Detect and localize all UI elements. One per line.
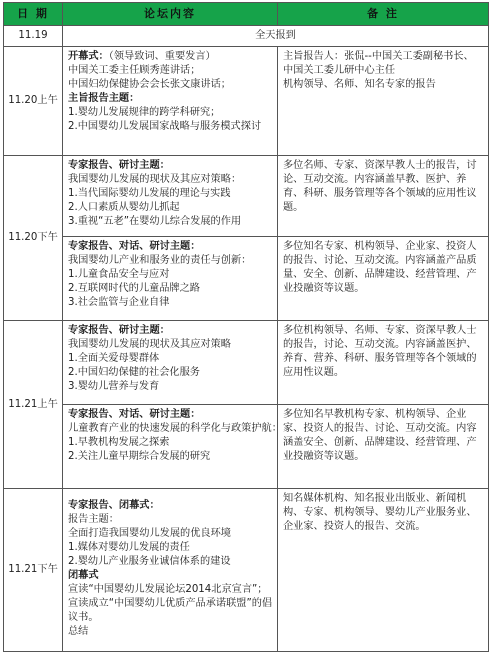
- header-notes: 备 注: [278, 3, 489, 26]
- content-line: 议书。: [68, 612, 99, 623]
- notes-cell: 多位机构领导、名师、专家、资深早教人士的报告，讨论、互动交流。内容涵盖医护、养育、营养、科研、服务管理等各个领域的应用性议题。: [278, 321, 489, 405]
- section-heading: 专家报告、闭幕式：: [68, 500, 160, 511]
- content-line: 1.当代国际婴幼儿发展的理论与实践: [68, 188, 231, 199]
- content-cell: [63, 405, 282, 489]
- content-line: [68, 50, 272, 64]
- content-cell: [63, 156, 278, 237]
- content-cell: [63, 321, 278, 405]
- date-cell: 11.21下午: [4, 489, 63, 652]
- content-line: 1.婴幼儿发展规律的跨学科研究；: [68, 107, 221, 118]
- section-heading: 专家报告、对话、研讨主题：: [68, 409, 201, 420]
- notes-text: 机构领导、名师、知名专家的报告: [283, 79, 436, 90]
- content-line: 1.儿童食品安全与应对: [68, 269, 170, 280]
- content-line: 宣读“中国婴幼儿发展论坛2014北京宣言”；: [68, 584, 268, 595]
- content-line: 报告主题：: [68, 514, 119, 525]
- content-line: 我国婴幼儿发展的现状及其应对策略: [68, 339, 231, 350]
- notes-cell: 多位名师、专家、资深早教人士的报告，讨论、互动交流。内容涵盖早教、医护、养育、科研、服务管理等各个领域的应用性议题。: [278, 156, 489, 237]
- notes-cell: 多位知名专家、机构领导、企业家、投资人的报告、讨论、互动交流。内容涵盖产品质量、安全、创新、品牌建设、经营管理、产业投融资等议题。: [278, 237, 489, 321]
- content-line: 3.社会监管与企业自律: [68, 297, 170, 308]
- content-line: 我国婴幼儿产业和服务业的责任与创新：: [68, 255, 252, 266]
- section-heading: 专家报告、研讨主题：: [68, 325, 170, 336]
- content-line: 2.人口素质从婴幼儿抓起: [68, 202, 180, 213]
- date-cell: 11.20上午: [4, 47, 63, 156]
- content-line: 2.中国妇幼保健的社会化服务: [68, 367, 200, 378]
- content-line: 中国关工委主任顾秀莲讲话；: [68, 65, 201, 76]
- table-row: [4, 156, 489, 237]
- content-cell: [63, 237, 278, 321]
- section-heading: 专家报告、对话、研讨主题：: [68, 241, 201, 252]
- date-cell: 11.19: [4, 26, 63, 47]
- content-line: 1.早教机构发展之探索: [68, 437, 170, 448]
- content-cell: [63, 47, 278, 156]
- content-line: 1.媒体对婴幼儿发展的责任: [68, 542, 190, 553]
- full-day-cell: 全天报到: [63, 26, 489, 47]
- notes-text: 主旨报告人：张侃--中国关工委副秘书长、中国关工委儿研中心主任: [283, 51, 474, 76]
- header-content: 论坛内容: [63, 3, 278, 26]
- section-heading: 闭幕式: [68, 570, 99, 581]
- table-row: [4, 489, 489, 652]
- content-line: 中国妇幼保健协会会长张文康讲话；: [68, 79, 231, 90]
- table-row: [4, 405, 489, 489]
- table-row: [4, 321, 489, 405]
- schedule-table: [3, 2, 489, 652]
- content-line: 1.全面关爱母婴群体: [68, 353, 160, 364]
- notes-cell: 多位知名早教机构专家、机构领导、企业家、投资人的报告、讨论、互动交流。内容涵盖安全、创新、品牌建设、经营管理、产业投融资等议题。: [278, 405, 489, 489]
- content-line: 3.婴幼儿营养与发育: [68, 381, 160, 392]
- content-line: 总结: [68, 626, 89, 637]
- date-cell: 11.20下午: [4, 156, 63, 321]
- content-line: 2.中国婴幼儿发展国家战略与服务模式探讨: [68, 121, 262, 132]
- table-row: [4, 26, 489, 47]
- table-row: [4, 47, 489, 156]
- content-line: 2.互联网时代的儿童品牌之路: [68, 283, 200, 294]
- content-cell: [63, 489, 278, 652]
- notes-cell: 知名媒体机构、知名报业出版业、新闻机构、专家、机构领导、婴幼儿产业服务业、企业家、投资人的报告、交流。: [278, 489, 489, 652]
- header-row: [4, 3, 489, 26]
- content-line: 3.重视“五老”在婴幼儿综合发展的作用: [68, 216, 242, 227]
- notes-cell: [278, 47, 489, 156]
- content-line: 宣读成立“中国婴幼儿优质产品承诺联盟”的倡: [68, 598, 273, 609]
- content-line: 2.婴幼儿产业服务业诚信体系的建设: [68, 556, 231, 567]
- section-heading: 主旨报告主题：: [68, 93, 140, 104]
- content-line: 2.关注儿童早期综合发展的研究: [68, 451, 211, 462]
- table-row: [4, 237, 489, 321]
- content-line: 全面打造我国婴幼儿发展的优良环境: [68, 528, 231, 539]
- content-line: 我国婴幼儿发展的现状及其应对策略：: [68, 174, 242, 185]
- header-date: 日 期: [4, 3, 63, 26]
- section-heading: 开幕式：: [68, 51, 109, 62]
- date-cell: 11.21上午: [4, 321, 63, 489]
- content-line: 儿童教育产业的快速发展的科学化与政策护航：: [68, 423, 282, 434]
- content-text: （领导致词、重要发言）: [108, 51, 216, 62]
- section-heading: 专家报告、研讨主题：: [68, 160, 170, 171]
